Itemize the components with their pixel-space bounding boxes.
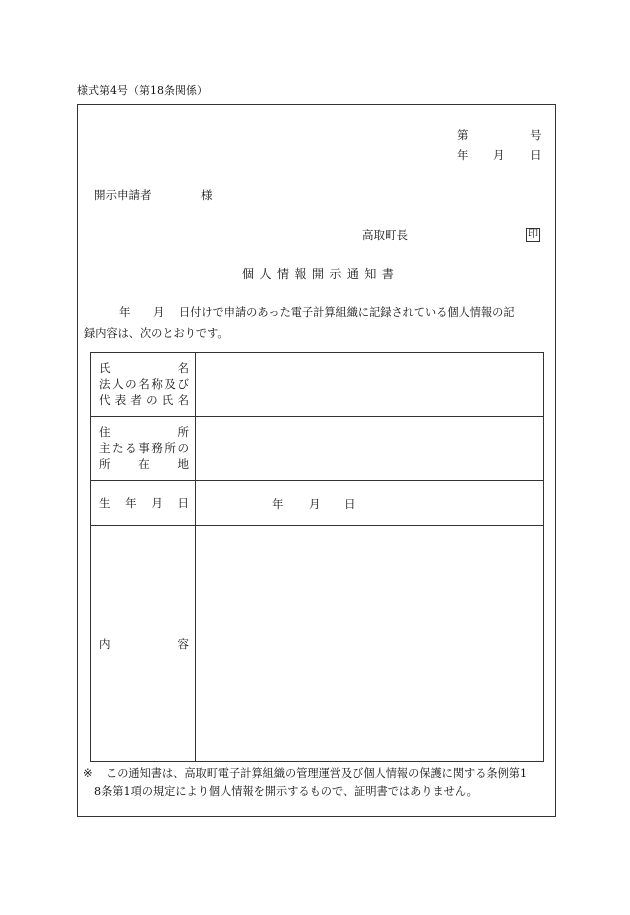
table-row-divider [91,416,543,417]
doc-number-dai: 第 [457,128,469,142]
note-line1: この通知書は、高取町電子計算組織の管理運営及び個人情報の保護に関する条例第1 [106,767,528,780]
body-month: 月 [153,305,165,319]
date-year-label: 年 [457,148,469,162]
date-day-label: 日 [530,148,542,162]
document-title: 個 人 情 報 開 示 通 知 書 [242,267,394,281]
requester-label: 開示申請者 [94,188,152,202]
table-column-divider [195,353,196,761]
mayor-title: 高取町長 [362,228,408,242]
personal-info-table [90,352,544,762]
body-line1: 日付けで申請のあった電子計算組織に記録されている個人情報の記 [179,306,515,319]
table-row-divider [91,525,543,526]
seal-mark: 印 [528,229,538,240]
birthdate-day: 日 [344,497,356,511]
table-row-divider [91,480,543,481]
birthdate-year: 年 [272,497,284,511]
requester-honorific: 様 [201,188,213,202]
form-number: 様式第4号（第18条関係） [77,84,208,97]
body-line2: 録内容は、次のとおりです。 [84,327,229,340]
address-label: 住 所 主 た る 事 務 所 の 所 在 地 [99,425,189,472]
doc-number-go: 号 [530,128,542,142]
note-line2: 8条第1項の規定により個人情報を開示するもので、証明書ではありません。 [94,785,478,798]
date-month-label: 月 [493,148,505,162]
body-year: 年 [119,305,131,319]
birthdate-month: 月 [309,497,321,511]
note-mark: ※ [83,766,93,780]
content-label: 内 容 [99,637,189,652]
birthdate-label: 生 年 月 日 [99,496,189,511]
name-label: 氏 名 法 人 の 名 称 及 び 代 表 者 の 氏 名 [99,361,189,408]
